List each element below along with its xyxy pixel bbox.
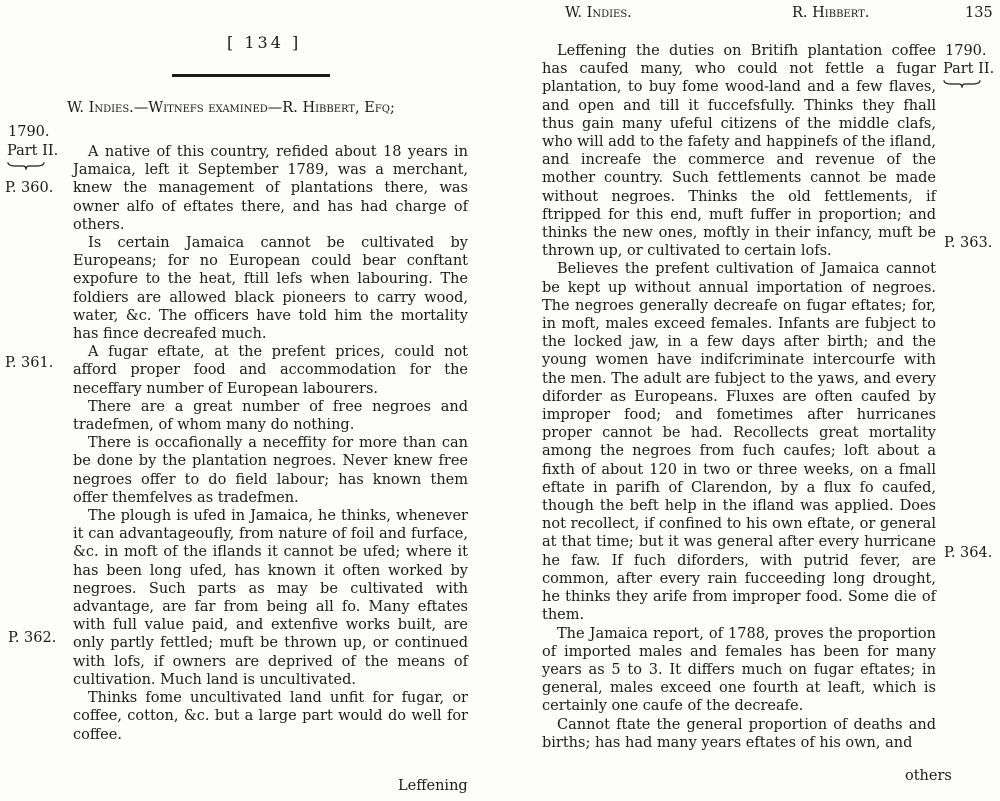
margin-note-p363: P. 363. [944, 235, 993, 251]
running-head-center: R. Hibbert. [792, 5, 870, 21]
section-headline: W. Indies.—Witnefs examined—R. Hibbert, Efq; [67, 100, 395, 116]
right-body-text [542, 42, 936, 752]
paragraph: There is occafionally a neceffity for more than can be done by the plantation negroes. Never knew free negroes offer to do field labour; has known them offer themfelves as tradefmen. [73, 435, 468, 506]
paragraph: Leffening the duties on Britifh plantation coffee has caufed many, who could not fettle a fugar plantation, to buy fome wood-land and a few flaves, and open and till it fuccefsfully. Thinks they fhall thus gain many ufeful citizens of the middle clafs, who will add to the fafety and happinefs of the ifland, and increafe the commerce and revenue of the mother country. Such fettlements cannot be made without negroes. Thinks the old fettlements, if ftripped for this end, muft fuffer in proportion; and thinks the new ones, moftly in their infancy, muft be thrown up, or cultivated to certain lofs. [542, 43, 936, 260]
running-head-left: W. Indies. [565, 5, 632, 21]
paragraph: A fugar eftate, at the prefent prices, could not afford proper food and accommodation for the neceffary number of European labourers. [73, 344, 468, 397]
margin-year-text: 1790. [8, 124, 50, 140]
paragraph: The plough is ufed in Jamaica, he thinks, whenever it can advantageoufly, from nature of foil and furface, &c. in moft of the iflands it cannot be ufed; where it has been long ufed, has known it often worked by negroes. Such parts as may be cultivated with advantage, are far from being all fo. Many eftates with full value paid, and extenfive works built, are only partly fettled; muft be thrown up, or continued with lofs, if owners are deprived of the means of cultivation. Much land is uncultivated. [73, 508, 468, 688]
margin-year: 1790. [945, 43, 987, 59]
brace-icon [943, 79, 981, 89]
margin-year [8, 124, 50, 141]
margin-note-p362: P. 362. [8, 630, 57, 646]
margin-note-p361: P. 361. [5, 355, 54, 371]
margin-part-text: Part II. [943, 61, 995, 77]
header-rule [172, 74, 330, 77]
margin-part [943, 61, 994, 89]
margin-part-text: Part II. [7, 143, 59, 159]
catchword: Leffening [398, 778, 468, 794]
brace-icon [7, 161, 45, 171]
paragraph: Thinks fome uncultivated land unfit for fugar, or coffee, cotton, &c. but a large part would do well for coffee. [73, 690, 468, 743]
right-page [500, 0, 1000, 801]
catchword: others [905, 768, 952, 784]
paragraph: The Jamaica report, of 1788, proves the proportion of imported males and females has been for many years as 5 to 3. It differs much on fugar eftates; in general, males exceed one fourth at leaft, which is certainly one caufe of the decreafe. [542, 625, 936, 715]
margin-part [7, 143, 58, 171]
page-number: [ 134 ] [227, 33, 302, 52]
paragraph: There are a great number of free negroes and tradefmen, of whom many do nothing. [73, 398, 468, 434]
paragraph: A native of this country, refided about 18 years in Jamaica, left it September 1789, was a merchant, knew the management of plantations there, was owner alfo of eftates there, and has had charge of others. [73, 144, 468, 233]
margin-note-p364: P. 364. [944, 545, 993, 561]
paragraph: Believes the prefent cultivation of Jamaica cannot be kept up without annual importation of negroes. The negroes generally decreafe on fugar eftates; for, in moft, males exceed females. Infants are fubject to the locked jaw, in a few days after birth; and the young women have indifcriminate intercourfe with the men. The adult are fubject to the yaws, and every diforder as Europeans. Fluxes are often caufed by improper food; and fometimes after hurricanes proper cannot be had. Recollects great mortality among the negroes from fuch caufes; loft about a fixth of about 120 in two or three weeks, on a fmall eftate in parifh of Clarendon, by a flux fo caufed, though the beft help in the ifland was applied. Does not recollect, if confined to his own eftate, or general at that time; but it was general after every hurricane he faw. If fuch diforders, with putrid fever, are common, after every rain fucceeding long drought, he thinks they arife from improper food. Some die of them. [542, 261, 936, 624]
margin-note-p360: P. 360. [5, 180, 54, 196]
left-body-text [73, 143, 468, 744]
paragraph: Cannot ftate the general proportion of deaths and births; has had many years eftates of his own, and [542, 716, 936, 751]
paragraph: Is certain Jamaica cannot be cultivated by Europeans; for no European could bear conftant expofure to the heat, ftill lefs when labouring. The foldiers are allowed black pioneers to carry wood, water, &c. The officers have told him the mortality has fince decreafed much. [73, 235, 468, 343]
page-number: 135 [965, 5, 993, 21]
